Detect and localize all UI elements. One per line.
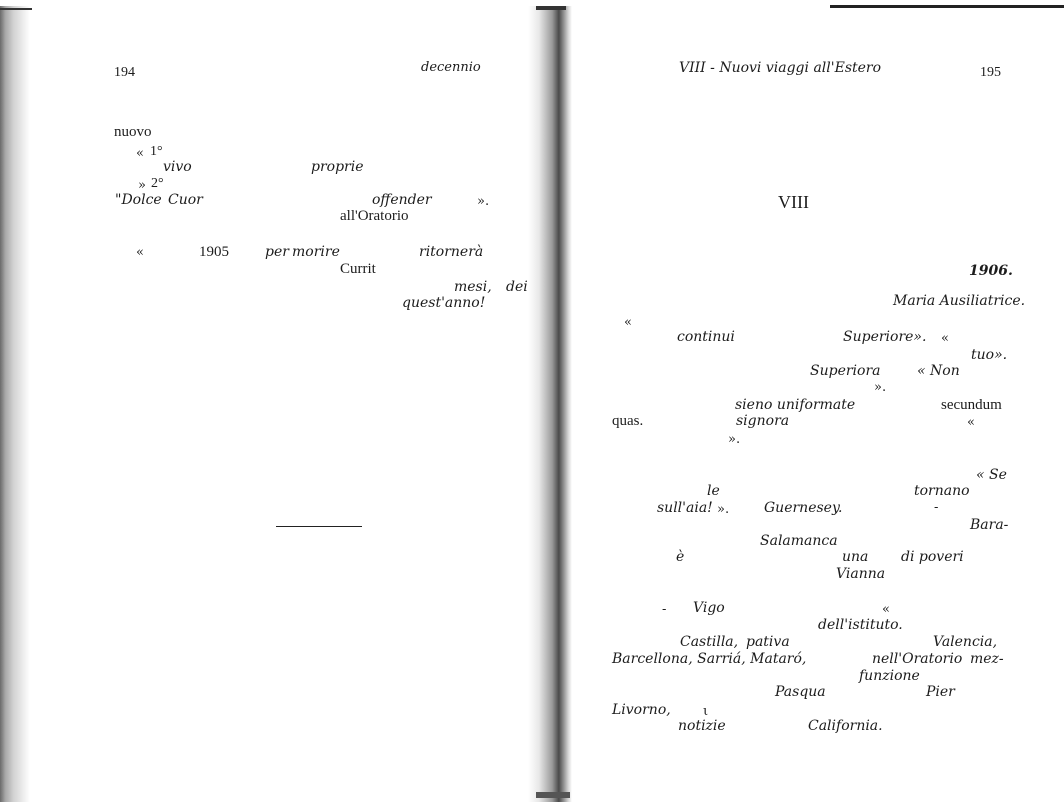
text-mez: mez-: [970, 651, 1004, 667]
text-castilla: Castilla,: [680, 634, 739, 650]
text-currit: Currit: [340, 261, 376, 277]
text-superiore: Superiore».: [843, 329, 927, 345]
text-pasqua: Pasqua: [775, 684, 826, 700]
chapter-heading: VIII: [778, 192, 809, 212]
text-quote-open-r1: «: [624, 315, 632, 330]
text-valencia: Valencia,: [933, 634, 998, 650]
text-sullaia: sull'aia!: [657, 500, 713, 516]
text-quote-open-r2: «: [941, 331, 949, 346]
right-top-edge: [830, 5, 1064, 8]
text-nelloratorio: nell'Oratorio: [872, 651, 963, 667]
text-pier: Pier: [926, 684, 955, 700]
text-maria-ausiliatrice: Maria Ausiliatrice.: [893, 293, 1026, 309]
text-tuo: tuo».: [971, 347, 1008, 363]
text-pativa: pativa: [746, 634, 790, 650]
text-close-r3: ».: [717, 502, 730, 517]
text-close-1: ».: [477, 194, 490, 209]
book-gutter: [528, 6, 572, 802]
section-rule: [276, 526, 362, 527]
text-quote-close-2: »: [138, 178, 146, 193]
left-top-edge: [0, 8, 32, 10]
text-nuovo: nuovo: [114, 124, 152, 140]
text-barcellona: Barcellona, Sarriá, Mataró,: [612, 651, 807, 667]
text-ritornera: ritornerà: [419, 244, 484, 260]
text-tornano: tornano: [914, 483, 970, 499]
running-head-left: decennio: [421, 60, 481, 75]
gutter-bottom-edge: [536, 792, 570, 798]
text-signora: signora: [736, 413, 790, 429]
text-questanno: quest'anno!: [402, 295, 486, 311]
text-proprie: proprie: [311, 159, 364, 175]
running-head-right: VIII - Nuovi viaggi all'Estero: [679, 60, 882, 76]
text-vigo: Vigo: [693, 600, 725, 616]
text-per: per: [265, 244, 289, 260]
text-close-r2: ».: [728, 432, 741, 447]
text-quote-open-r4: «: [882, 602, 890, 617]
text-quote-open-1: «: [136, 146, 144, 161]
text-se: « Se: [976, 467, 1007, 483]
text-livorno: Livorno,: [612, 702, 671, 718]
text-sieno-uniformate: sieno uniformate: [735, 397, 856, 413]
text-ordinal-1: 1°: [150, 144, 163, 159]
text-mesi: mesi,: [454, 279, 492, 295]
text-offender: offender: [372, 192, 432, 208]
page-number-left: 194: [114, 65, 135, 80]
text-continui: continui: [677, 329, 735, 345]
text-vianna: Vianna: [836, 566, 886, 582]
text-vivo: vivo: [163, 159, 192, 175]
text-di-poveri: di poveri: [901, 549, 964, 565]
text-una: una: [842, 549, 869, 565]
text-oratorio: all'Oratorio: [340, 208, 409, 224]
text-quote-open-3: «: [136, 245, 144, 260]
text-dash-2: -: [662, 602, 667, 617]
text-cuor: Cuor: [168, 192, 203, 208]
text-morire: morire: [292, 244, 340, 260]
text-salamanca: Salamanca: [760, 533, 838, 549]
text-e: è: [676, 549, 685, 565]
gutter-top-edge: [536, 6, 566, 10]
text-california: California.: [808, 718, 883, 734]
text-notizie: notizie: [678, 718, 726, 734]
text-close-r1: ».: [874, 380, 887, 395]
text-quas: quas.: [612, 413, 644, 429]
page-number-right: 195: [980, 65, 1001, 80]
text-superiora: Superiora: [810, 363, 881, 379]
text-le: le: [707, 483, 720, 499]
text-ordinal-2: 2°: [151, 176, 164, 191]
text-funzione: funzione: [859, 668, 920, 684]
text-1906: 1906.: [969, 263, 1013, 279]
text-guernesey: Guernesey.: [764, 500, 843, 516]
text-year-1905: 1905: [199, 244, 229, 260]
text-quote-open-r3: «: [967, 415, 975, 430]
text-mark: ι: [703, 704, 709, 719]
text-secundum: secundum: [941, 397, 1002, 413]
text-non: « Non: [917, 363, 960, 379]
text-dei: dei: [506, 279, 528, 295]
left-page-edge-shadow: [0, 6, 30, 802]
text-dash-1: -: [934, 500, 939, 515]
text-dolce: "Dolce: [115, 192, 162, 208]
text-bara: Bara-: [970, 517, 1009, 533]
text-distituto: dell'istituto.: [818, 617, 903, 633]
